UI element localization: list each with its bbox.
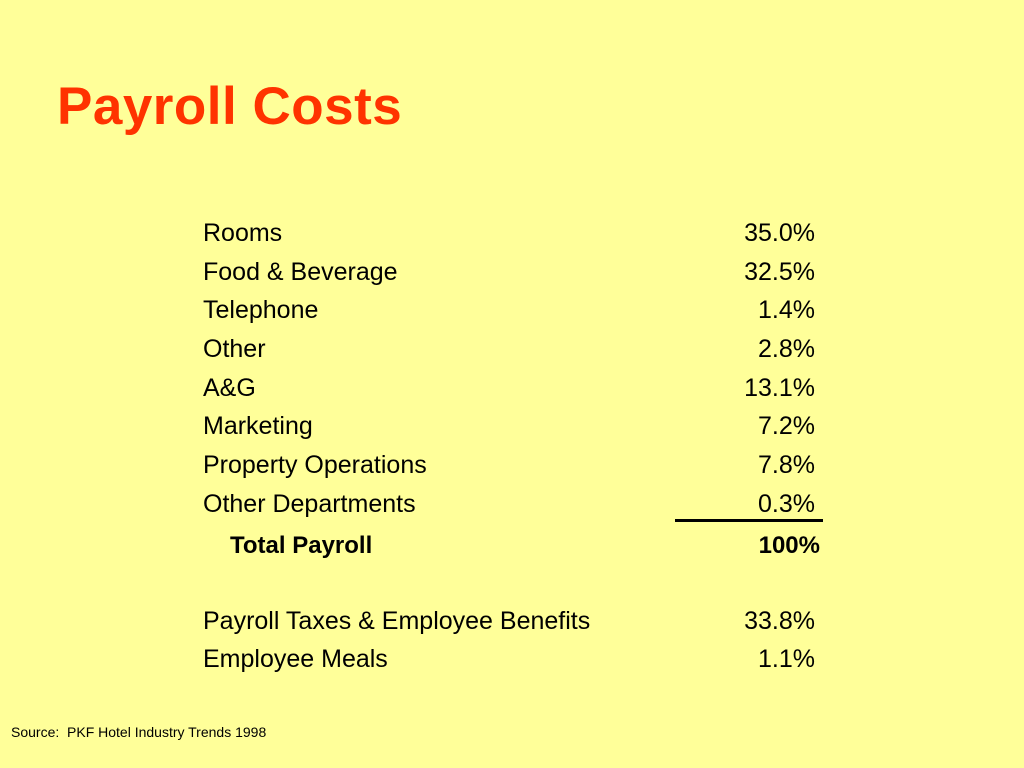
row-value: 7.8% [758, 451, 815, 480]
row-label: A&G [203, 373, 256, 402]
table-row [203, 602, 823, 641]
table-row [203, 253, 823, 292]
row-value: 1.4% [758, 296, 815, 325]
slide-title: Payroll Costs [57, 77, 403, 136]
table-row [203, 214, 823, 253]
row-label: Property Operations [203, 451, 427, 480]
total-underline [675, 519, 823, 522]
row-spacer [203, 564, 823, 602]
table-row [203, 485, 823, 524]
total-row [203, 524, 823, 564]
table-row [203, 640, 823, 679]
payroll-table [203, 214, 823, 679]
row-label: Marketing [203, 412, 313, 441]
total-label: Total Payroll [230, 531, 373, 559]
source-note: Source: PKF Hotel Industry Trends 1998 [11, 724, 267, 740]
row-value: 2.8% [758, 335, 815, 364]
table-row [203, 369, 823, 408]
row-label: Employee Meals [203, 645, 388, 674]
row-label: Other Departments [203, 489, 416, 518]
row-value: 7.2% [758, 412, 815, 441]
row-value: 13.1% [744, 373, 815, 402]
row-value: 32.5% [744, 257, 815, 286]
table-row [203, 446, 823, 485]
row-value: 35.0% [744, 219, 815, 247]
table-row [203, 330, 823, 369]
row-value: 0.3% [758, 489, 815, 518]
row-value: 1.1% [758, 645, 815, 674]
table-row [203, 291, 823, 330]
row-label: Food & Beverage [203, 257, 398, 286]
row-value: 33.8% [744, 606, 815, 635]
row-label: Payroll Taxes & Employee Benefits [203, 606, 591, 635]
row-label: Other [203, 335, 266, 364]
table-row [203, 407, 823, 446]
row-label: Rooms [203, 219, 283, 247]
total-value: 100% [758, 531, 820, 559]
row-label: Telephone [203, 296, 319, 325]
